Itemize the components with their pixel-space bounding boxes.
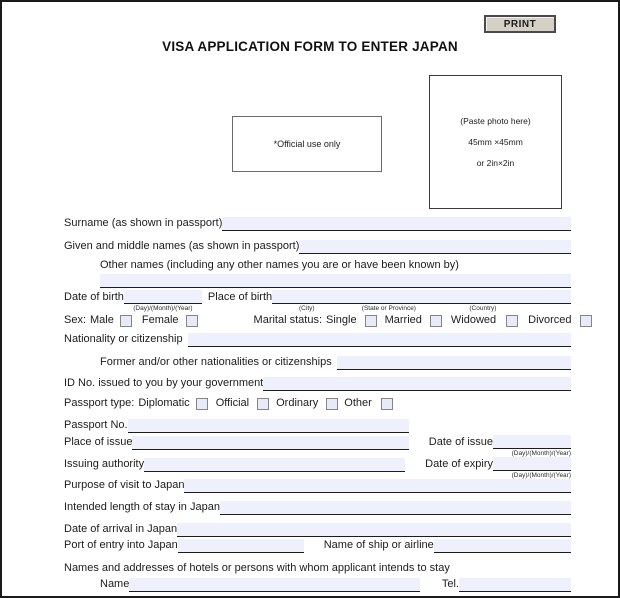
surname-label: Surname (as shown in passport) (64, 217, 223, 229)
dob-format-hint: (Day)/(Month)/(Year) (133, 305, 193, 312)
other-names-label: Other names (including any other names you are or have been known by) (100, 259, 459, 271)
given-names-field[interactable] (299, 240, 571, 254)
passport-no-row (64, 417, 571, 433)
authority-expiry-row (64, 456, 571, 479)
place-of-issue-label: Place of issue (64, 436, 133, 448)
place-of-birth-field[interactable] (272, 290, 571, 304)
issuing-authority-field[interactable] (144, 458, 405, 472)
marital-status-label: Marital status: (253, 314, 323, 326)
hotel-tel-field[interactable] (459, 578, 571, 592)
sex-label: Sex: (64, 314, 87, 326)
purpose-field[interactable] (184, 479, 571, 493)
date-of-expiry-wrap (493, 457, 571, 479)
date-of-issue-field[interactable] (493, 435, 571, 449)
former-nationalities-field[interactable] (337, 356, 571, 370)
country-hint: (Country) (469, 305, 497, 312)
married-label: Married (384, 314, 422, 326)
date-of-issue-wrap (493, 435, 571, 457)
hotel-name-field[interactable] (129, 578, 420, 592)
date-of-arrival-field[interactable] (177, 523, 571, 537)
official-checkbox[interactable] (257, 398, 269, 410)
ship-airline-field[interactable] (434, 539, 571, 553)
length-of-stay-field[interactable] (220, 501, 571, 515)
single-label: Single (326, 314, 357, 326)
passport-type-row (64, 395, 571, 411)
length-of-stay-label: Intended length of stay in Japan (64, 501, 220, 513)
place-of-birth-wrap (272, 290, 571, 312)
state-province-hint: (State or Province) (361, 305, 416, 312)
hotels-label-row (64, 560, 571, 576)
date-of-birth-wrap (124, 290, 202, 312)
place-date-issue-row (64, 434, 571, 457)
nationality-label: Nationality or citizenship (64, 333, 183, 345)
ship-airline-label: Name of ship or airline (323, 539, 434, 551)
photo-box-line3: or 2in×2in (476, 158, 515, 168)
purpose-label: Purpose of visit to Japan (64, 479, 185, 491)
other-checkbox[interactable] (381, 398, 393, 410)
passport-type-label: Passport type: (64, 397, 135, 409)
other-label: Other (344, 397, 372, 409)
date-of-birth-label: Date of birth (64, 291, 124, 303)
date-of-birth-field[interactable] (124, 290, 202, 304)
date-of-arrival-label: Date of arrival in Japan (64, 523, 178, 535)
date-of-expiry-label: Date of expiry (425, 458, 493, 470)
single-checkbox[interactable] (365, 315, 377, 327)
male-label: Male (90, 314, 114, 326)
expiry-format-hint: (Day)/(Month)/(Year) (511, 472, 571, 479)
sex-marital-row (64, 312, 571, 328)
hotels-label: Names and addresses of hotels or persons with whom applicant intends to stay (64, 562, 450, 574)
date-of-expiry-field[interactable] (493, 457, 571, 471)
print-button[interactable]: PRINT (484, 15, 556, 33)
divorced-label: Divorced (528, 314, 572, 326)
official-label: Official (215, 397, 250, 409)
nationality-field[interactable] (188, 333, 571, 347)
place-of-issue-field[interactable] (132, 436, 408, 450)
port-ship-row (64, 537, 571, 553)
official-use-label: *Official use only (273, 139, 341, 149)
given-names-row (64, 238, 571, 254)
former-nationalities-row (64, 354, 571, 370)
female-label: Female (141, 314, 179, 326)
form-body (64, 2, 571, 596)
diplomatic-checkbox[interactable] (196, 398, 208, 410)
ordinary-checkbox[interactable] (326, 398, 338, 410)
id-no-label: ID No. issued to you by your government (64, 377, 264, 389)
married-checkbox[interactable] (430, 315, 442, 327)
other-names-field-row (64, 272, 571, 288)
other-names-label-row (64, 257, 571, 273)
former-nationalities-label: Former and/or other nationalities or citizenships (100, 356, 332, 368)
purpose-row (64, 477, 571, 493)
hotel-name-tel-row (64, 576, 571, 592)
date-of-issue-label: Date of issue (428, 436, 493, 448)
arrival-date-row (64, 521, 571, 537)
id-no-row (64, 375, 571, 391)
nationality-row (64, 331, 571, 347)
male-checkbox[interactable] (120, 315, 132, 327)
city-hint: (City) (299, 305, 315, 312)
hotel-tel-label: Tel. (441, 578, 459, 590)
ordinary-label: Ordinary (276, 397, 319, 409)
surname-field[interactable] (222, 217, 571, 231)
port-of-entry-field[interactable] (178, 539, 304, 553)
hotel-name-label: Name (100, 578, 130, 590)
widowed-label: Widowed (450, 314, 497, 326)
place-of-birth-label: Place of birth (207, 291, 273, 303)
id-no-field[interactable] (263, 377, 571, 391)
divorced-checkbox[interactable] (580, 315, 592, 327)
surname-row (64, 215, 571, 231)
widowed-checkbox[interactable] (506, 315, 518, 327)
other-names-field[interactable] (100, 274, 571, 288)
issuing-authority-label: Issuing authority (64, 458, 145, 470)
port-of-entry-label: Port of entry into Japan (64, 539, 178, 551)
photo-box-line2: 45mm ×45mm (468, 137, 523, 147)
length-of-stay-row (64, 499, 571, 515)
photo-box-line1: (Paste photo here) (460, 116, 531, 126)
page-title: VISA APPLICATION FORM TO ENTER JAPAN (162, 39, 458, 54)
passport-no-label: Passport No. (64, 419, 128, 431)
passport-no-field[interactable] (128, 419, 409, 433)
female-checkbox[interactable] (186, 315, 198, 327)
issue-format-hint: (Day)/(Month)/(Year) (511, 450, 571, 457)
diplomatic-label: Diplomatic (138, 397, 190, 409)
birth-row (64, 289, 571, 312)
given-names-label: Given and middle names (as shown in passport) (64, 240, 300, 252)
